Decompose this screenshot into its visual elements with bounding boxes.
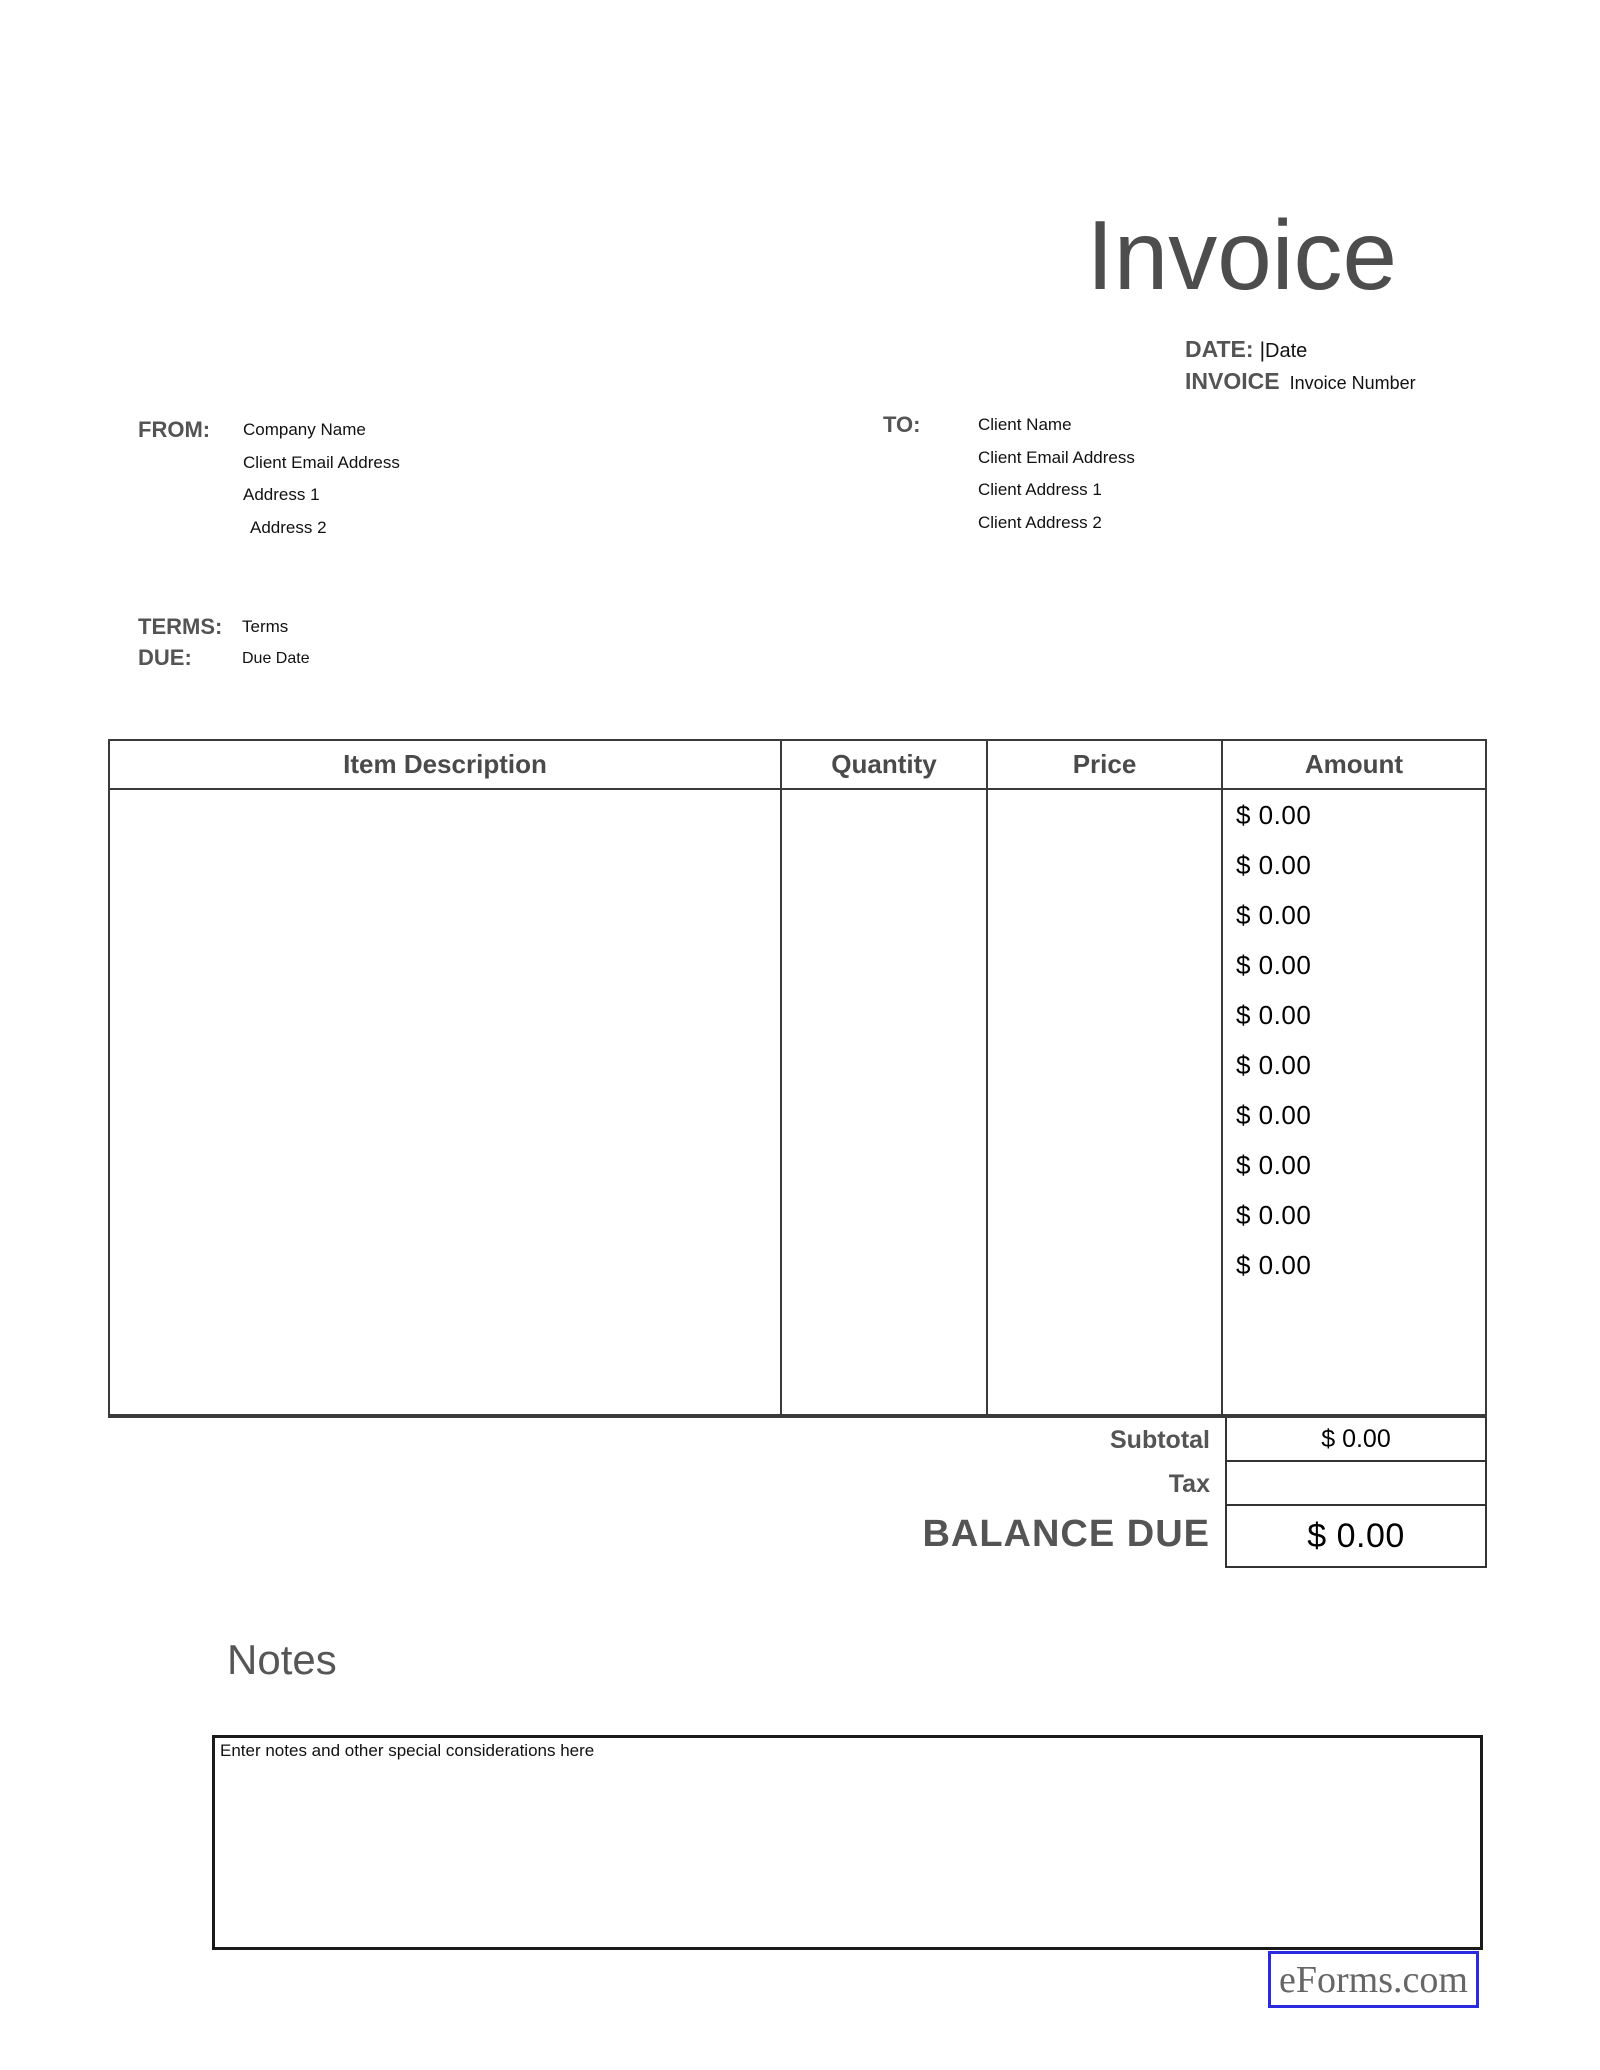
- to-label: TO:: [883, 412, 921, 437]
- date-field[interactable]: Date: [1265, 340, 1308, 362]
- item-description-column[interactable]: [110, 790, 780, 1414]
- balance-due-value: $ 0.00: [1307, 1516, 1405, 1555]
- amount-cell: $ 0.00: [1236, 999, 1312, 1030]
- header-quantity: Quantity: [780, 741, 986, 788]
- table-body: [110, 790, 1485, 1414]
- quantity-column[interactable]: [780, 790, 986, 1414]
- tax-label: Tax: [1168, 1470, 1210, 1498]
- invoice-number-label: INVOICE: [1185, 368, 1280, 394]
- amount-cell: $ 0.00: [1236, 1199, 1312, 1230]
- price-column[interactable]: [986, 790, 1221, 1414]
- subtotal-label: Subtotal: [1110, 1426, 1210, 1454]
- subtotal-value: $ 0.00: [1321, 1424, 1391, 1453]
- company-name-field[interactable]: Company Name: [243, 420, 366, 440]
- invoice-number-field[interactable]: Invoice Number: [1289, 373, 1416, 393]
- subtotal-value-box: [1225, 1418, 1487, 1462]
- page-title: Invoice: [1086, 200, 1397, 310]
- line-items-table: [108, 739, 1487, 1418]
- amount-cell: $ 0.00: [1236, 949, 1312, 980]
- balance-due-label: BALANCE DUE: [922, 1513, 1210, 1555]
- to-block: [978, 409, 1135, 539]
- header-price: Price: [986, 741, 1221, 788]
- client-address1-field[interactable]: Client Address 1: [978, 480, 1102, 500]
- terms-label: TERMS:: [138, 614, 223, 639]
- date-label: DATE:: [1185, 336, 1254, 362]
- client-address2-field[interactable]: Client Address 2: [978, 512, 1102, 532]
- amount-cell: $ 0.00: [1236, 849, 1312, 880]
- due-label: DUE:: [138, 645, 192, 670]
- eforms-link[interactable]: eForms.com: [1268, 1951, 1479, 2008]
- invoice-number-row: [1185, 368, 1416, 395]
- date-row: [1185, 336, 1416, 363]
- header-amount: Amount: [1221, 741, 1485, 788]
- client-email-field[interactable]: Client Email Address: [978, 447, 1135, 467]
- terms-field[interactable]: Terms: [242, 617, 289, 636]
- due-date-field[interactable]: Due Date: [242, 650, 310, 667]
- amount-cell: $ 0.00: [1236, 899, 1312, 930]
- from-email-field[interactable]: Client Email Address: [243, 452, 400, 472]
- amount-column: [1221, 790, 1485, 1414]
- amount-cell: $ 0.00: [1236, 799, 1312, 830]
- from-label: FROM:: [138, 417, 211, 442]
- from-address1-field[interactable]: Address 1: [243, 485, 320, 505]
- client-name-field[interactable]: Client Name: [978, 415, 1072, 435]
- table-header-row: [110, 741, 1485, 790]
- header-item-description: Item Description: [343, 749, 547, 779]
- amount-cell: $ 0.00: [1236, 1149, 1312, 1180]
- from-block: [243, 414, 400, 544]
- notes-heading: Notes: [227, 1636, 337, 1683]
- amount-cell: $ 0.00: [1236, 1099, 1312, 1130]
- amount-cell: $ 0.00: [1236, 1249, 1312, 1280]
- invoice-meta: [1185, 336, 1416, 395]
- notes-input[interactable]: Enter notes and other special considerations here: [212, 1735, 1483, 1950]
- from-address2-field[interactable]: Address 2: [250, 517, 327, 537]
- amount-cell: $ 0.00: [1236, 1049, 1312, 1080]
- date-field-caret: |: [1259, 339, 1266, 362]
- tax-input-box[interactable]: [1225, 1462, 1487, 1506]
- balance-due-value-box: [1225, 1506, 1487, 1568]
